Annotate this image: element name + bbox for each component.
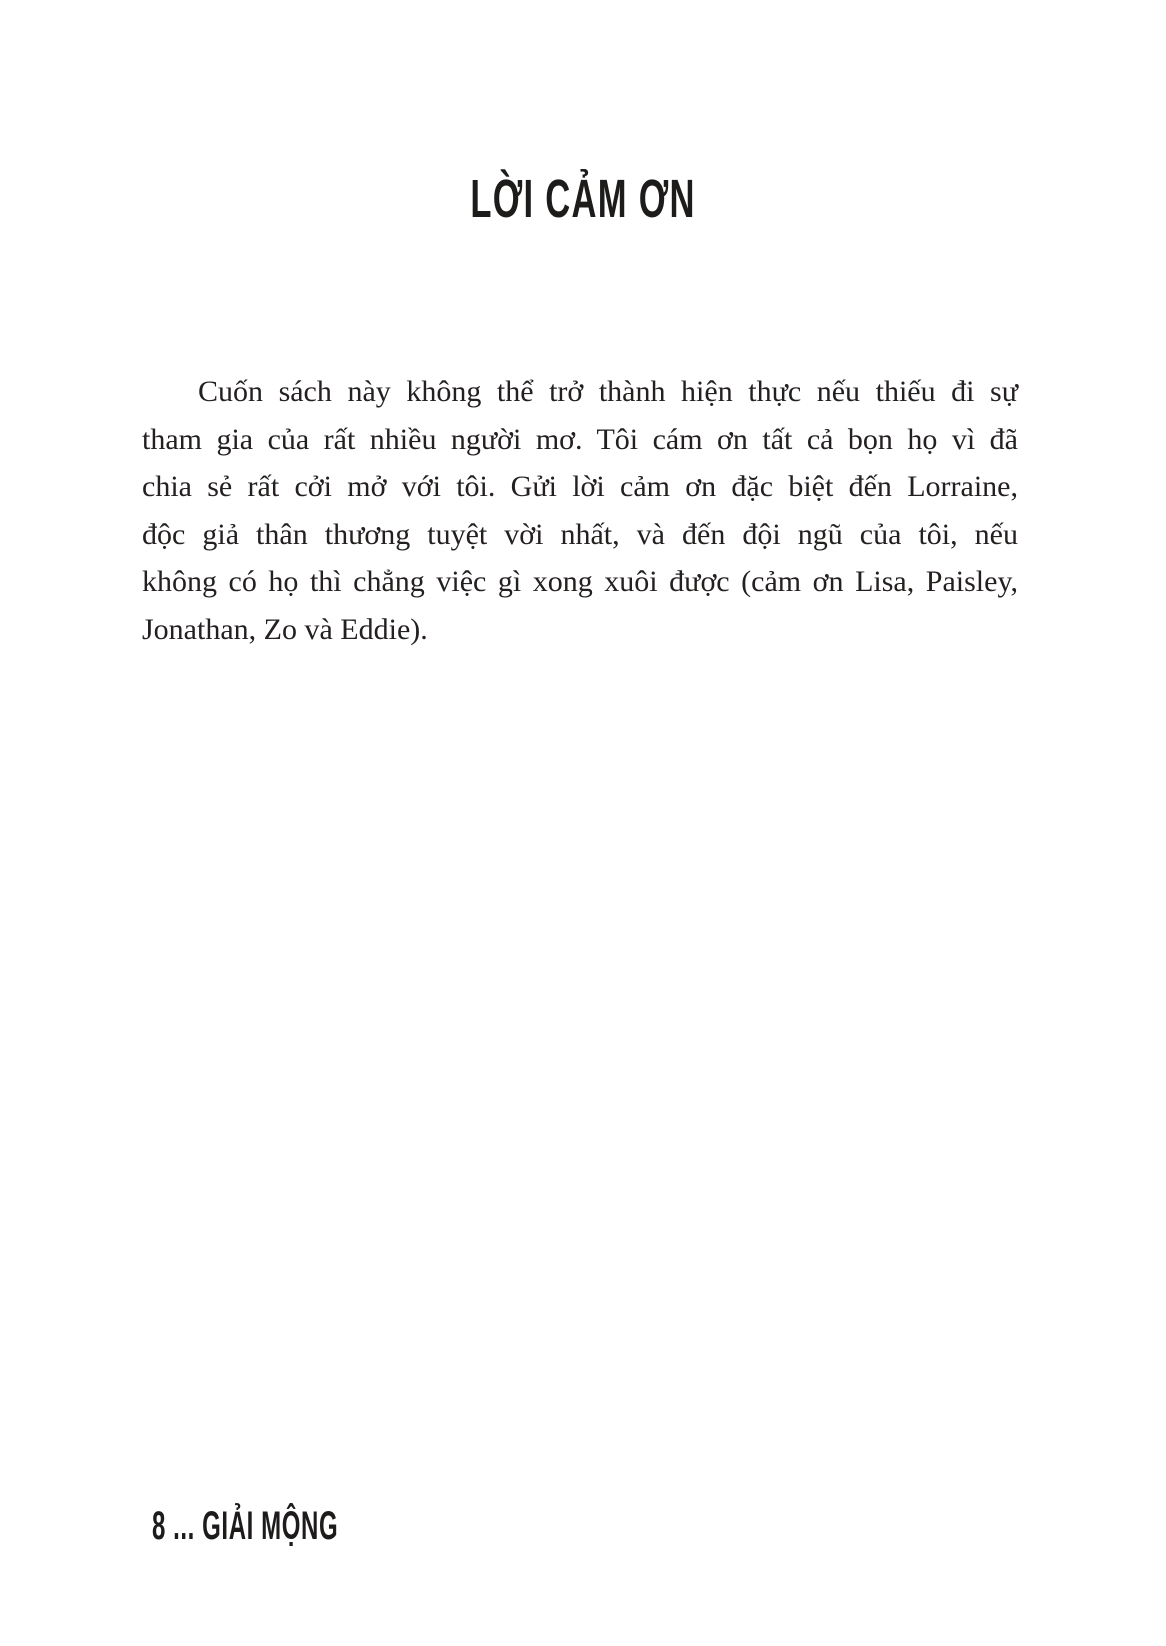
page-footer bbox=[152, 1506, 462, 1546]
footer-separator: ... bbox=[173, 1504, 195, 1548]
page-number: 8 bbox=[152, 1504, 166, 1548]
page-title bbox=[0, 169, 1166, 230]
paragraph-line: tham gia của rất nhiều người mơ. Tôi cám ơn tất cả bọn họ vì đã bbox=[142, 422, 1018, 456]
paragraph-line: không có họ thì chẳng việc gì xong xuôi được (cảm ơn Lisa, Paisley, bbox=[142, 565, 1018, 599]
acknowledgment-paragraph bbox=[142, 368, 1018, 654]
book-title: GIẢI MỘNG bbox=[202, 1504, 339, 1548]
page-footer-text bbox=[152, 1506, 338, 1546]
paragraph-line: Jonathan, Zo và Eddie). bbox=[142, 612, 428, 646]
paragraph-line: chia sẻ rất cởi mở với tôi. Gửi lời cảm ơn đặc biệt đến Lorraine, bbox=[142, 470, 1018, 504]
page-title-text: LỜI CẢM ƠN bbox=[470, 169, 696, 230]
paragraph-line: độc giả thân thương tuyệt vời nhất, và đến đội ngũ của tôi, nếu bbox=[142, 517, 1018, 551]
paragraph-line: Cuốn sách này không thể trở thành hiện thực nếu thiếu đi sự bbox=[198, 375, 1018, 408]
